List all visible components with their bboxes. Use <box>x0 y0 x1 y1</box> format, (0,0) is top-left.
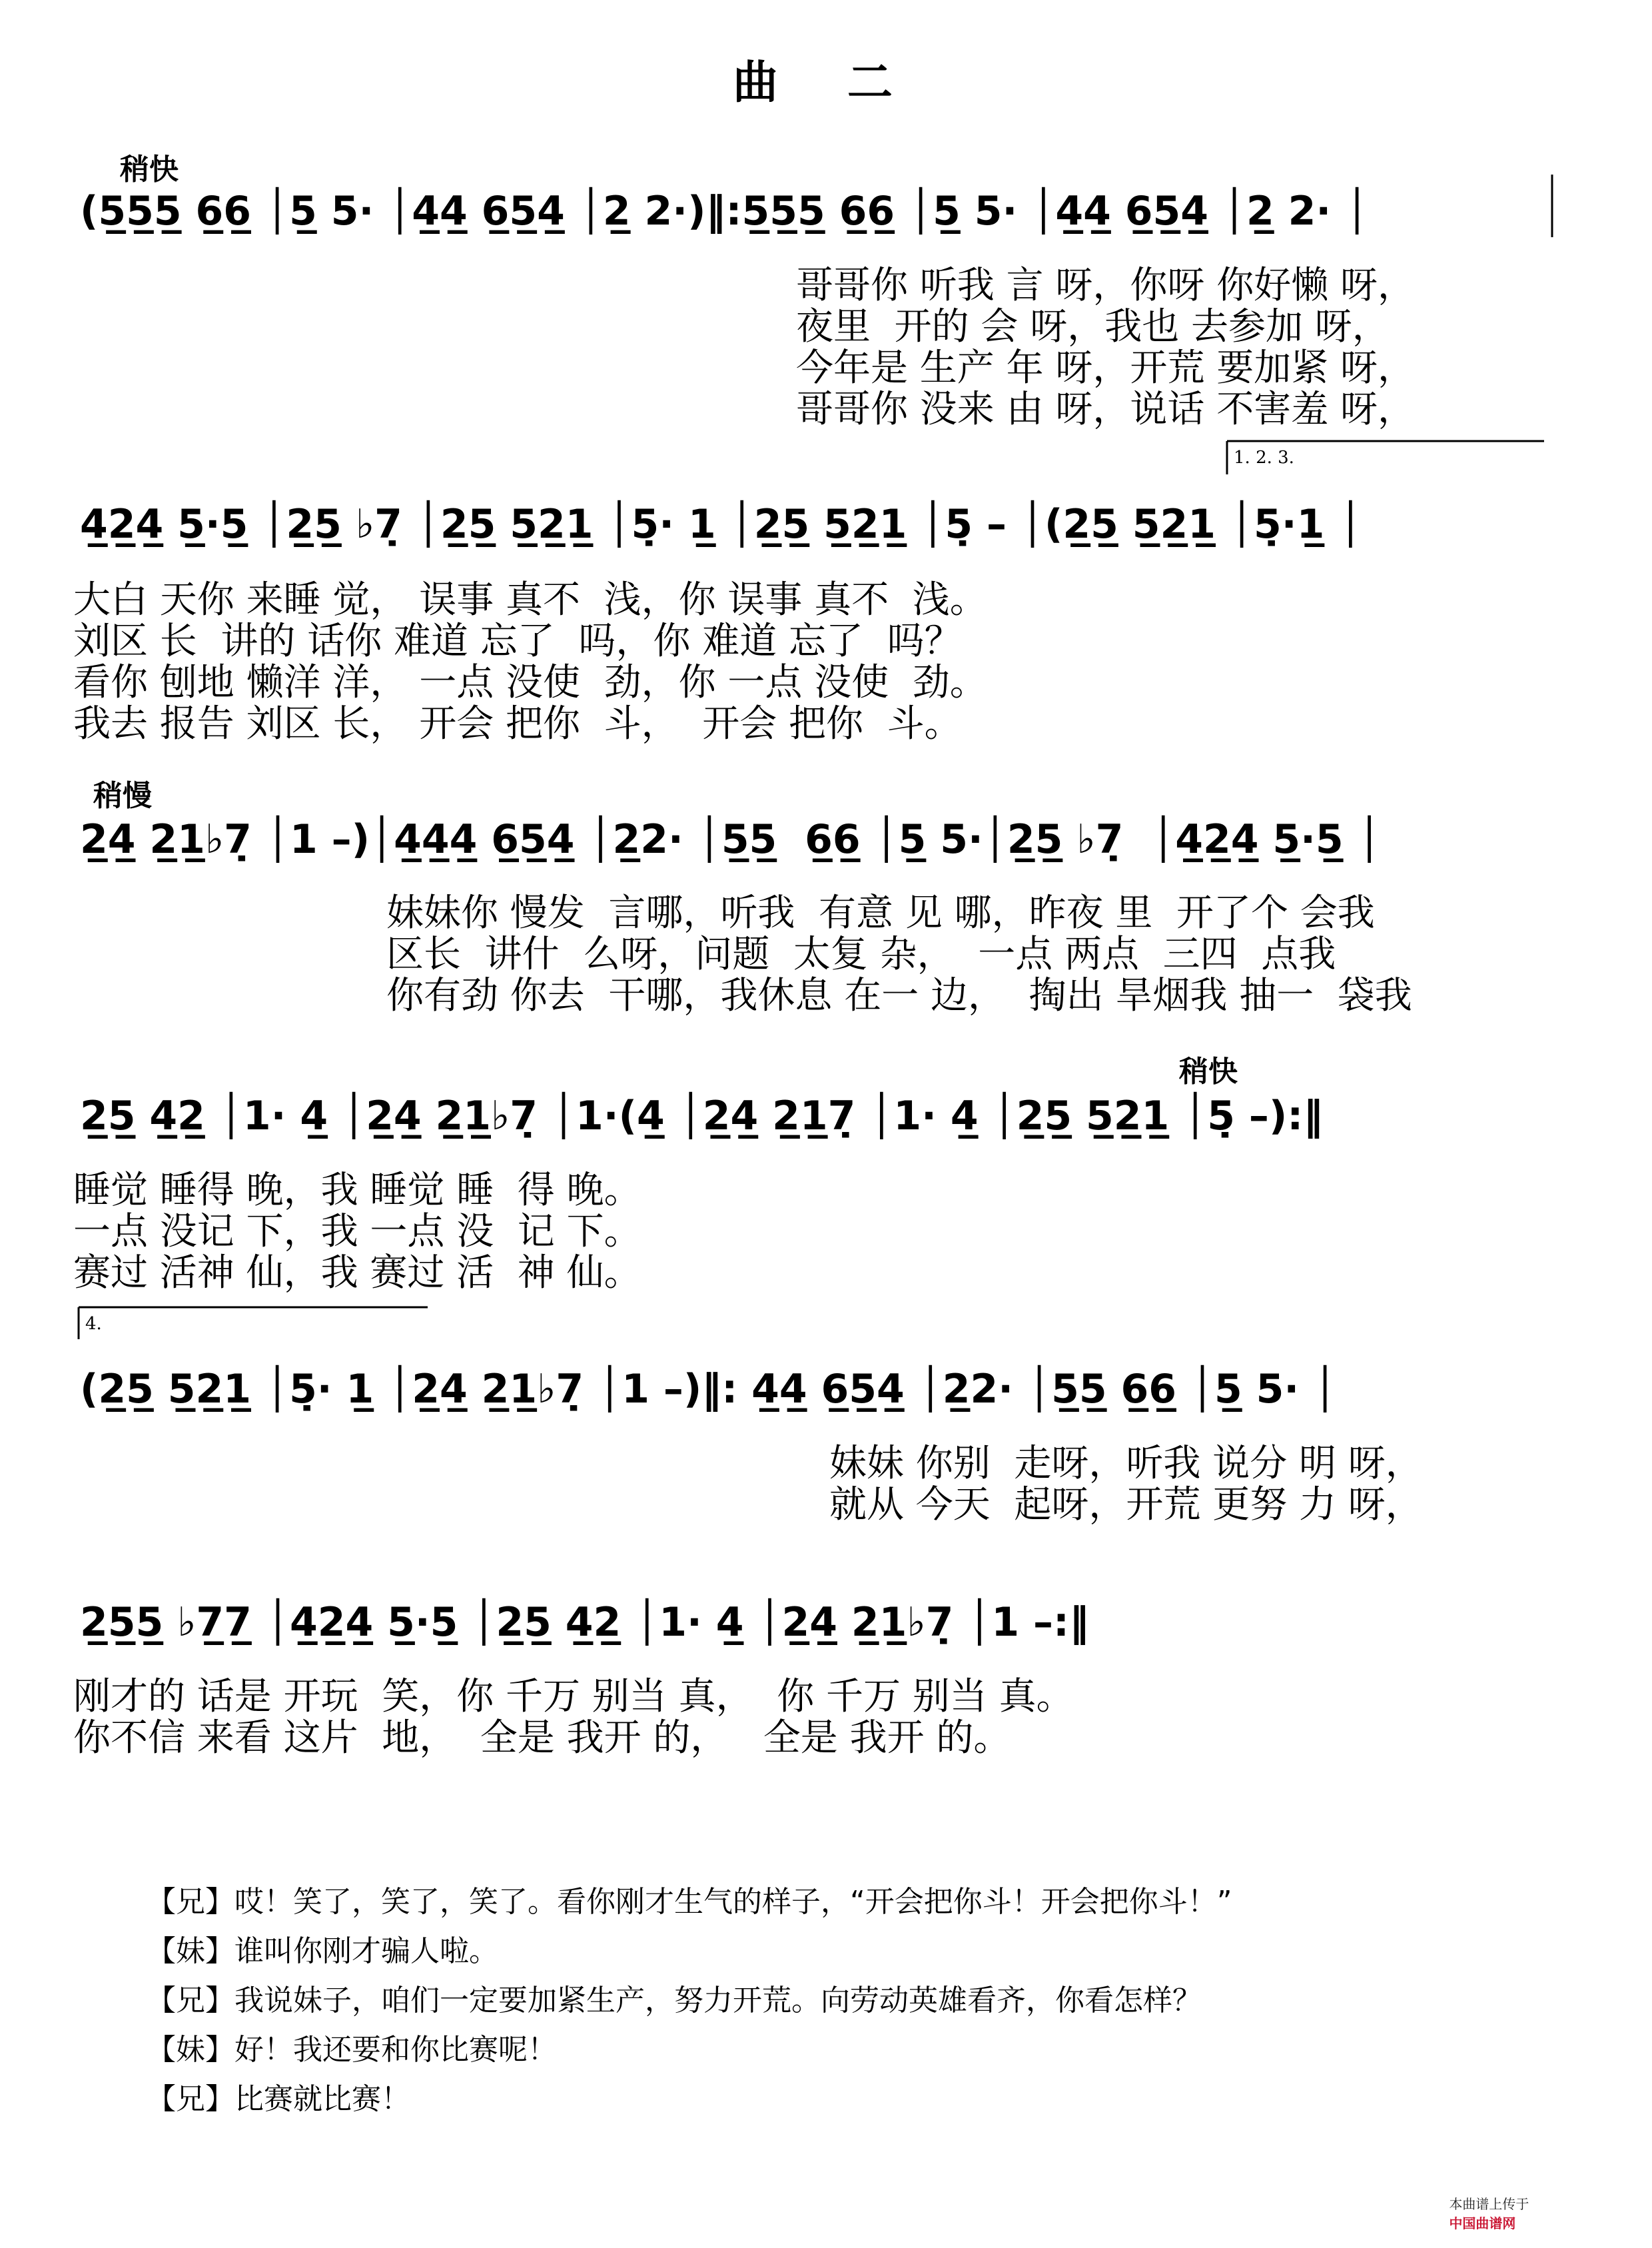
dialogue-line-1: 【兄】哎！笑了，笑了，笑了。看你刚才生气的样子，“开会把你斗！开会把你斗！” <box>147 1885 1232 1919</box>
notation-row-5: (2̲5̲ 5̲2̲1̲ │5̣· 1̲ │2̲4̲ 2̲1̲♭7̣ │1 –)‖: 4̲4̲ 6̲5̲4̲ │2̲2· │5̲5̲ 6̲6̲ │5̲ 5· │ <box>80 1366 1338 1412</box>
lyric-row-6-verse-2: 你不信 来看 这片 地， 全是 我开 的， 全是 我开 的。 <box>73 1716 1011 1760</box>
tempo-mark-faster: 稍快 <box>120 153 179 187</box>
dialogue-line-5: 【兄】比赛就比赛！ <box>147 2082 410 2116</box>
lyric-row-2-verse-1: 大白 天你 来睡 觉， 误事 真不 浅，你 误事 真不 浅。 <box>73 578 987 622</box>
lyric-row-5-verse-2: 就从 今天 起呀，开荒 更努 力 呀， <box>829 1483 1423 1526</box>
volta-label-1-2-3: 1. 2. 3. <box>1234 448 1294 468</box>
notation-row-3: 2̲4̲ 2̲1̲♭7̣ │1 –)│4̲4̲4̲ 6̲5̲4̲ │2̲2· │5̲5̲ 6̲6̲ │5̲ 5·│2̲5̲ ♭7̣ │4̲2̲4̲ 5̲·5̲ │ <box>80 816 1382 863</box>
dialogue-line-4: 【妹】好！我还要和你比赛呢！ <box>147 2033 557 2067</box>
lyric-row-3-verse-3: 你有劲 你去 干哪，我休息 在一 边， 掏出 旱烟我 抽一 袋我 <box>386 974 1412 1017</box>
lyric-row-4-verse-3: 赛过 活神 仙，我 赛过 活 神 仙。 <box>73 1251 641 1295</box>
lyric-row-2-verse-2: 刘区 长 讲的 话你 难道 忘了 吗，你 难道 忘了 吗？ <box>73 620 962 663</box>
song-title: 曲 二 <box>733 57 919 109</box>
lyric-row-1-verse-1: 哥哥你 听我 言 呀，你呀 你好懒 呀， <box>796 264 1416 307</box>
dialogue-line-3: 【兄】我说妹子，咱们一定要加紧生产，努力开荒。向劳动英雄看齐，你看怎样？ <box>147 1983 1202 2017</box>
notation-row-4: 2̲5̲ 4̲2̲ │1· 4̲ │2̲4̲ 2̲1̲♭7̣ │1·(4̲ │2̲4̲ 2̲1̲7̣ │1· 4̲ │2̲5̲ 5̲2̲1̲ │5̣ –):‖ <box>80 1093 1324 1139</box>
tempo-mark-slower: 稍慢 <box>93 779 152 813</box>
notation-row-1: (5̲5̲5̲ 6̲6̲ │5̲ 5· │4̲4̲ 6̲5̲4̲ │2̲ 2·)‖:5̲5̲5̲ 6̲6̲ │5̲ 5· │4̲4̲ 6̲5̲4̲ │2̲ 2· │ <box>80 188 1370 235</box>
dialogue-line-2: 【妹】谁叫你刚才骗人啦。 <box>147 1934 498 1968</box>
lyric-row-4-verse-2: 一点 没记 下，我 一点 没 记 下。 <box>73 1210 641 1253</box>
volta-label-4: 4. <box>85 1314 102 1334</box>
volta-bracket-4 <box>79 1307 428 1339</box>
lyric-row-1-verse-3: 今年是 生产 年 呀，开荒 要加紧 呀， <box>796 346 1416 390</box>
lyric-row-1-verse-2: 夜里 开的 会 呀，我也 去参加 呀， <box>796 305 1390 348</box>
lyric-row-3-verse-2: 区长 讲什 么呀，问题 太复 杂， 一点 两点 三四 点我 <box>386 933 1336 976</box>
lyric-row-6-verse-1: 刚才的 话是 开玩 笑，你 千万 别当 真， 你 千万 别当 真。 <box>73 1675 1074 1718</box>
lyric-row-2-verse-3: 看你 刨地 懒洋 洋， 一点 没使 劲，你 一点 没使 劲。 <box>73 661 987 704</box>
lyric-row-1-verse-4: 哥哥你 没来 由 呀，说话 不害羞 呀， <box>796 388 1416 431</box>
tempo-mark-faster-2: 稍快 <box>1179 1055 1238 1089</box>
volta-bracket-1-2-3 <box>1227 441 1544 474</box>
lyric-row-5-verse-1: 妹妹 你别 走呀，听我 说分 明 呀， <box>829 1442 1423 1485</box>
site-logo: 中国曲谱网 <box>1449 2215 1516 2231</box>
notation-row-6: 2̲5̲5̲ ♭7̲7̲ │4̲2̲4̲ 5̲·5̲ │2̲5̲ 4̲2̲ │1· 4̲ │2̲4̲ 2̲1̲♭7̣ │1 –:‖ <box>80 1599 1090 1646</box>
lyric-row-3-verse-1: 妹妹你 慢发 言哪，听我 有意 见 哪，昨夜 里 开了个 会我 <box>386 891 1375 935</box>
lyric-row-4-verse-1: 睡觉 睡得 晚，我 睡觉 睡 得 晚。 <box>73 1169 641 1212</box>
footer-uploader-text: 本曲谱上传于 <box>1449 2196 1529 2212</box>
notation-row-2: 4̲2̲4̲ 5̲·5̲ │2̲5̲ ♭7̣ │2̲5̲ 5̲2̲1̲ │5̣· 1̲ │2̲5̲ 5̲2̲1̲ │5̣ – │(2̲5̲ 5̲2̲1̲ │5̣·1̲ │ <box>80 501 1363 548</box>
lyric-row-2-verse-4: 我去 报告 刘区 长， 开会 把你 斗， 开会 把你 斗。 <box>73 702 962 746</box>
